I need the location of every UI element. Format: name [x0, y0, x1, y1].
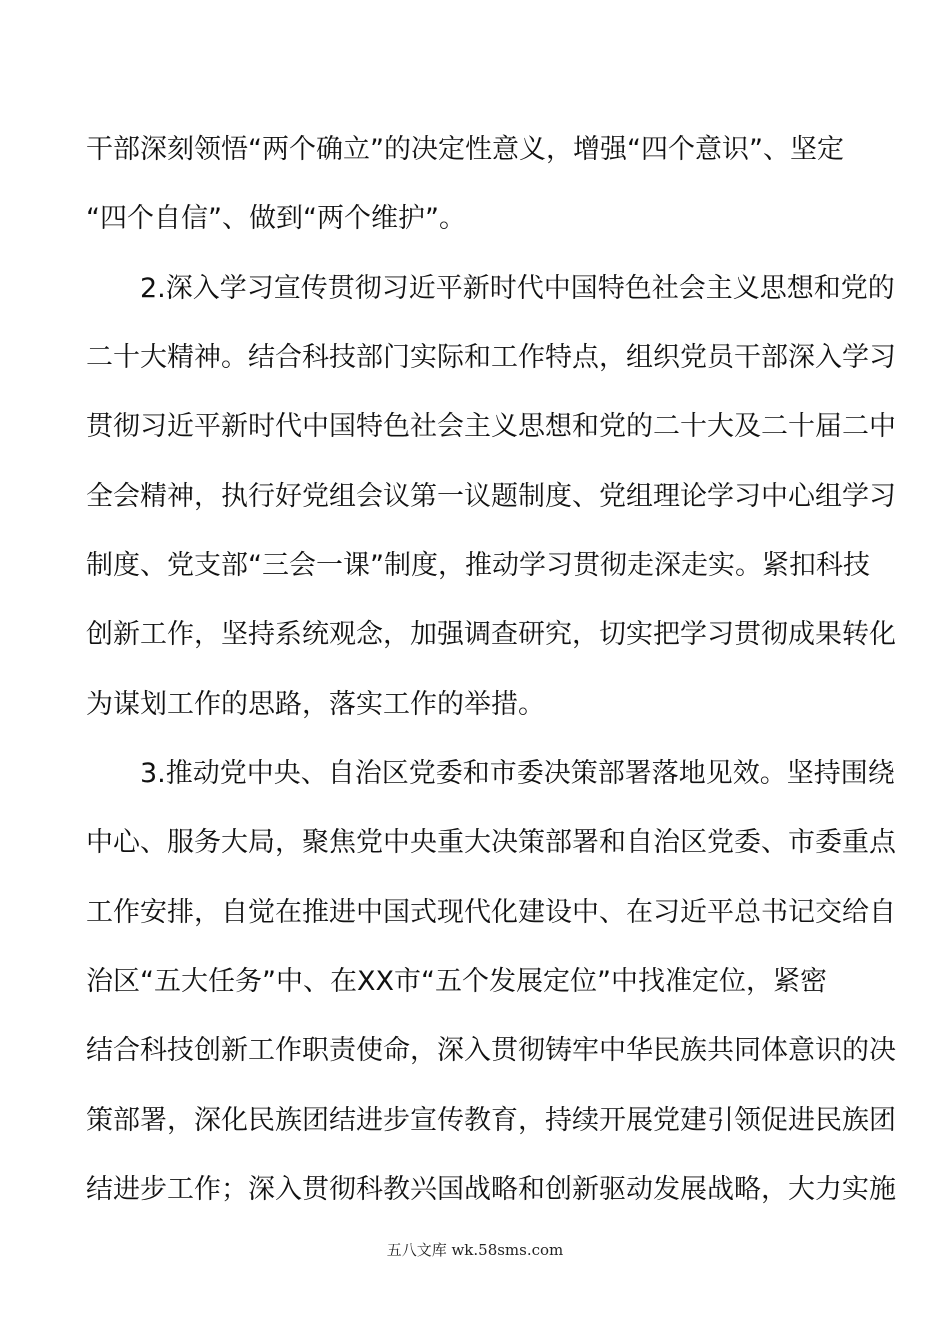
paragraph-line: 结合科技创新工作职责使命，深入贯彻铸牢中华民族共同体意识的决: [86, 1035, 896, 1066]
paragraph-line: 结进步工作；深入贯彻科教兴国战略和创新驱动发展战略，大力实施: [86, 1174, 896, 1205]
paragraph-line: 制度、党支部“三会一课”制度，推动学习贯彻走深走实。紧扣科技: [86, 550, 870, 581]
paragraph-line: 中心、服务大局，聚焦党中央重大决策部署和自治区党委、市委重点: [86, 827, 896, 858]
paragraph-line: 策部署，深化民族团结进步宣传教育，持续开展党建引领促进民族团: [86, 1105, 896, 1136]
paragraph-line: 为谋划工作的思路，落实工作的举措。: [86, 689, 545, 720]
paragraph-line: 2.深入学习宣传贯彻习近平新时代中国特色社会主义思想和党的: [86, 273, 895, 304]
paragraph-line: 3.推动党中央、自治区党委和市委决策部署落地见效。坚持围绕: [86, 758, 895, 789]
paragraph-line: 创新工作，坚持系统观念，加强调查研究，切实把学习贯彻成果转化: [86, 619, 896, 650]
paragraph-line: 全会精神，执行好党组会议第一议题制度、党组理论学习中心组学习: [86, 481, 896, 512]
paragraph-line: 治区“五大任务”中、在XX市“五个发展定位”中找准定位，紧密: [86, 966, 827, 997]
paragraph-line: “四个自信”、做到“两个维护”。: [86, 203, 466, 234]
paragraph-line: 干部深刻领悟“两个确立”的决定性意义，增强“四个意识”、坚定: [86, 134, 844, 165]
page-footer: 五八文库 wk.58sms.com: [386, 1241, 564, 1259]
paragraph-line: 工作安排，自觉在推进中国式现代化建设中、在习近平总书记交给自: [86, 897, 896, 928]
paragraph-line: 贯彻习近平新时代中国特色社会主义思想和党的二十大及二十届二中: [86, 411, 896, 442]
paragraph-line: 二十大精神。结合科技部门实际和工作特点，组织党员干部深入学习: [86, 342, 896, 373]
